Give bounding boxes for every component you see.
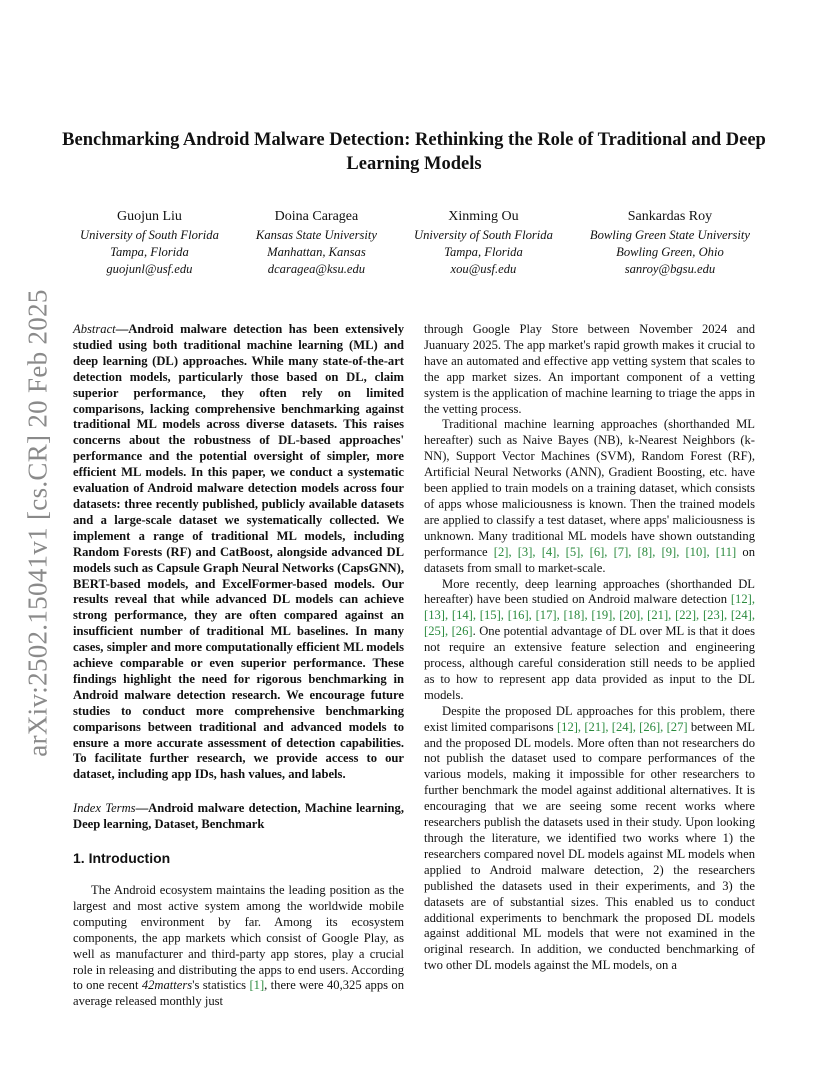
right-column <box>424 322 755 974</box>
author-name: Guojun Liu <box>116 209 182 224</box>
body-text: between ML and the proposed DL models. More often than not researchers do not publish the dataset used to compare performances of the various models, making it impossible for other researchers to further benchmark the model against additional alternatives. It is encouraging that we are seeing some recent works where researchers publish the datasets used in their study. Upon looking through the literature, we identified two works where 1) the researchers compared novel DL models against ML models when applied to Android malware detection, 2) the researchers published the datasets used in their experiments, and 3) the datasets are of substantial sizes. This enabled us to conduct additional experiments to benchmark the proposed DL models against additional ML models that were not examined in the original research. In addition, we conducted benchmarking of two other DL models against the ML models, on a <box>424 719 755 973</box>
arxiv-identifier <box>22 288 54 758</box>
citation-links[interactable]: [2], [3], [4], [5], [6], [7], [8], [9], [10], [11] <box>493 544 737 559</box>
author-email: sanroy@bgsu.edu <box>624 262 716 276</box>
author-location: Tampa, Florida <box>444 245 523 259</box>
author-name: Doina Caragea <box>274 209 359 224</box>
paper-title: Benchmarking Android Malware Detection: Rethinking the Role of Traditional and Deep Learning Models <box>62 130 766 174</box>
body-text: Despite the proposed DL approaches for this problem, there exist limited comparisons <box>424 703 755 734</box>
left-column <box>73 322 404 1010</box>
body-paragraph-2 <box>424 417 755 576</box>
author-block <box>80 208 750 278</box>
body-text: Traditional machine learning approaches (shorthanded ML hereafter) such as Naive Bayes (NB), k-Nearest Neighbors (k-NN), Support Vector Machines (SVM), Random Forest (RF), Artificial Neural Networks (ANN), Gradient Boosting, etc. have been applied to train models on a training dataset, which consists of apps whose maliciousness is known. Then the trained models are applied to classify a test dataset, where apps' maliciousness is unknown. Many traditional ML models have shown outstanding performance <box>424 417 755 559</box>
author-email: dcaragea@ksu.edu <box>267 262 366 276</box>
intro-paragraph-1 <box>73 883 404 1010</box>
author-location: Bowling Green, Ohio <box>616 245 724 259</box>
author-affiliation: Kansas State University <box>255 228 377 242</box>
author-location: Manhattan, Kansas <box>267 245 366 259</box>
author-2 <box>256 208 377 278</box>
index-terms-label: Index Terms <box>73 801 136 816</box>
body-paragraph-1: through Google Play Store between November 2024 and Juanuary 2025. The app market's rapid growth makes it crucial to have an automated and effective app vetting system that scales to the app market sizes. An important component of a vetting system is the application of machine learning to triage the apps in the vetting process. <box>424 322 755 416</box>
citation-links[interactable]: [12], [13], [14], [15], [16], [17], [18], [19], [20], [21], [22], [23], [24], [25], [26] <box>424 592 755 639</box>
abstract <box>73 322 404 783</box>
intro-text: , there were 40,325 apps on average released monthly just <box>73 978 405 1009</box>
author-affiliation: Bowling Green State University <box>589 228 750 242</box>
author-name: Xinming Ou <box>448 209 519 224</box>
body-text: . One potential advantage of DL over ML is that it does not require an extensive feature selection and engineering process, although careful consideration still needs to be applied as to how to represent app data provided as input to the DL models. <box>424 624 755 702</box>
author-1 <box>80 208 219 278</box>
arxiv-identifier-text: arXiv:2502.15041v1 [cs.CR] 20 Feb 2025 <box>22 289 53 757</box>
body-text: More recently, deep learning approaches (shorthanded DL hereafter) have been studied on Android malware detection <box>424 576 755 607</box>
abstract-text: —Android malware detection has been extensively studied using both traditional machine learning (ML) and deep learning (DL) approaches. While many state-of-the-art detection models, particularly those based on DL, claim superior performance, they often rely on limited comparisons, lacking comprehensive benchmarking against traditional ML models across diverse datasets. This raises concerns about the robustness of DL-based approaches' performance and the potential oversight of simpler, more efficient ML models. In this paper, we conduct a systematic evaluation of Android malware detection models across four datasets: three recently published, publicly available datasets and a large-scale dataset we systematically collected. We implement a range of traditional ML models, including Random Forests (RF) and CatBoost, alongside advanced DL models such as Capsule Graph Neural Networks (CapsGNN), BERT-based models, and ExcelFormer-based models. Our results reveal that while advanced DL models can achieve strong performance, they are often compared against an insufficient number of traditional ML baselines. In many cases, simpler and more computationally efficient ML models achieve comparable or even superior performance. These findings highlight the need for rigorous benchmarking in Android malware detection research. We encourage future studies to conduct more comprehensive benchmarking comparisons between traditional and advanced models to ensure a more accurate assessment of detection capabilities. To facilitate further research, we provide access to our dataset, including app IDs, hash values, and labels. <box>73 322 404 782</box>
intro-text: The Android ecosystem maintains the leading position as the largest and most active system among the worldwide mobile computing environment by far. Among its ecosystem components, the app markets which consist of Google Play, as well as manufacturer and third-party app stores, play a crucial role in releasing and distributing the apps to end users. According to one recent <box>73 883 404 993</box>
author-email: guojunl@usf.edu <box>106 262 193 276</box>
citation-link[interactable]: [1] <box>249 978 265 993</box>
author-affiliation: University of South Florida <box>80 228 219 242</box>
index-terms-text: —Android malware detection, Machine learning, Deep learning, Dataset, Benchmark <box>73 801 404 832</box>
author-location: Tampa, Florida <box>110 245 189 259</box>
body-paragraph-4 <box>424 704 755 974</box>
index-terms <box>73 801 404 833</box>
author-4 <box>590 208 750 278</box>
author-3 <box>414 208 553 278</box>
body-text: on datasets from small to market-scale. <box>424 544 755 575</box>
intro-text: 's statistics <box>192 978 250 993</box>
author-email: xou@usf.edu <box>450 262 517 276</box>
section-heading-introduction: 1. Introduction <box>73 850 171 867</box>
body-paragraph-3 <box>424 577 755 704</box>
citation-links[interactable]: [12], [21], [24], [26], [27] <box>556 719 688 734</box>
author-affiliation: University of South Florida <box>414 228 553 242</box>
author-name: Sankardas Roy <box>627 209 713 224</box>
abstract-label: Abstract <box>73 322 116 336</box>
intro-italic-source: 42matters <box>141 978 193 993</box>
